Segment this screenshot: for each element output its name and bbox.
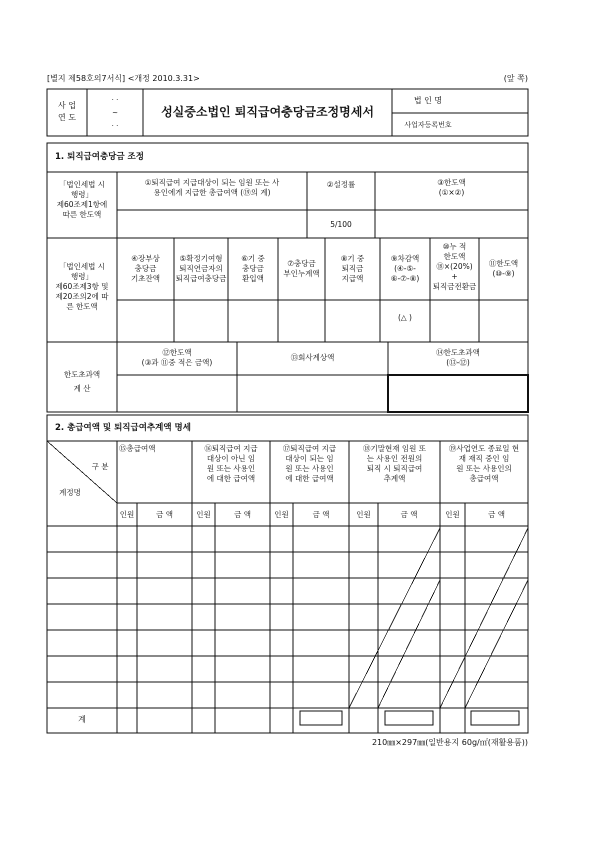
col10-header: ⑩누 적 한도액 ⑱×(20%) + 퇴직금전환금 [432, 242, 477, 291]
subheader-amount: 금 액 [400, 510, 418, 519]
col18-header: ⑱기말현재 임원 또 는 사용인 전원의 퇴직 시 퇴직급여 추계액 [363, 444, 426, 483]
col-limit-header: ③한도액 (①×②) [437, 178, 466, 197]
section1-title: 1. 퇴직급여충당금 조정 [55, 152, 144, 162]
col14-header: ⑭한도초과액 (⑬-⑫) [436, 348, 480, 367]
business-year-field[interactable]: · · ~ · · [111, 96, 119, 130]
subheader-people: 인원 [274, 510, 289, 519]
subheader-amount: 금 액 [234, 510, 251, 519]
section2-title: 2. 총급여액 및 퇴직급여추계액 명세 [55, 423, 191, 433]
page-side-label: (앞 쪽) [503, 74, 528, 83]
biz-reg-no-label: 사업자등록번호 [404, 121, 452, 129]
row1-label: 「법인세법 시 행령」 제60조제1항에 따른 한도액 [56, 180, 108, 219]
col12-header: ⑫한도액 (③과 ⑪중 적은 금액) [141, 348, 213, 367]
paper-spec: 210㎜×297㎜(일반용지 60g/㎡(재활용품)) [371, 738, 528, 747]
corp-name-label: 법 인 명 [413, 96, 443, 105]
col-rate-header: ②설정률 [326, 180, 356, 189]
col11-header: ⑪한도액 (⑩-⑨) [488, 259, 519, 278]
business-year-label: 사 업 연 도 [58, 101, 76, 122]
col9-header: ⑨차감액 (④-⑤- ⑥-⑦-⑧) [390, 254, 420, 283]
subheader-people: 인원 [196, 510, 211, 519]
total-row-label: 계 [78, 715, 86, 724]
col5-header: ⑤확정기여형 퇴직연금자의 퇴직급여충당금 [175, 254, 227, 283]
form-number: [별지 제58호의7서식] <개정 2010.3.31> [47, 74, 200, 83]
col16-header: ⑯퇴직급여 지급 대상이 아닌 임 원 또는 사용인 에 대한 급여액 [204, 444, 258, 483]
subheader-people: 인원 [119, 510, 135, 519]
account-name-label: 계정명 [59, 488, 81, 497]
subheader-amount: 금 액 [488, 510, 505, 519]
col6-header: ⑥기 중 충당금 환입액 [241, 254, 265, 283]
col4-header: ④장부상 충당금 기초잔액 [131, 254, 160, 283]
col15-header: ⑮총급여액 [119, 444, 156, 453]
subheader-amount: 금 액 [312, 510, 330, 519]
row3-label: 한도초과액 계 산 [63, 370, 101, 393]
rate-value: 5/100 [330, 220, 352, 229]
row2-label: 「법인세법 시 행령」 제60조제3항 및 제20조의2에 따 른 한도액 [55, 262, 109, 311]
col17-header: ⑰퇴직급여 지급 대상이 되는 임 원 또는 사용인 에 대한 급여액 [282, 444, 337, 483]
subheader-people: 인원 [356, 510, 371, 519]
subheader-people: 인원 [445, 510, 460, 519]
col8-header: ⑧기 중 퇴직금 지급액 [340, 254, 365, 283]
document-title: 성실중소법인 퇴직급여충당금조정명세서 [161, 105, 374, 119]
col19-header: ⑲사업연도 종료일 현 재 재직 중인 임 원 또는 사용인의 총급여액 [448, 444, 520, 483]
category-label: 구 분 [91, 462, 109, 471]
col7-header: ⑦충당금 부인누계액 [283, 259, 320, 278]
subheader-amount: 금 액 [156, 510, 173, 519]
col9-value: (△ ) [397, 313, 412, 322]
col-total-pay-header: ①퇴직급여 지급대상이 되는 임원 또는 사 용인에게 지급한 총급여액 (⑲의 계) [144, 178, 280, 197]
col13-header: ⑬회사계상액 [290, 353, 335, 362]
